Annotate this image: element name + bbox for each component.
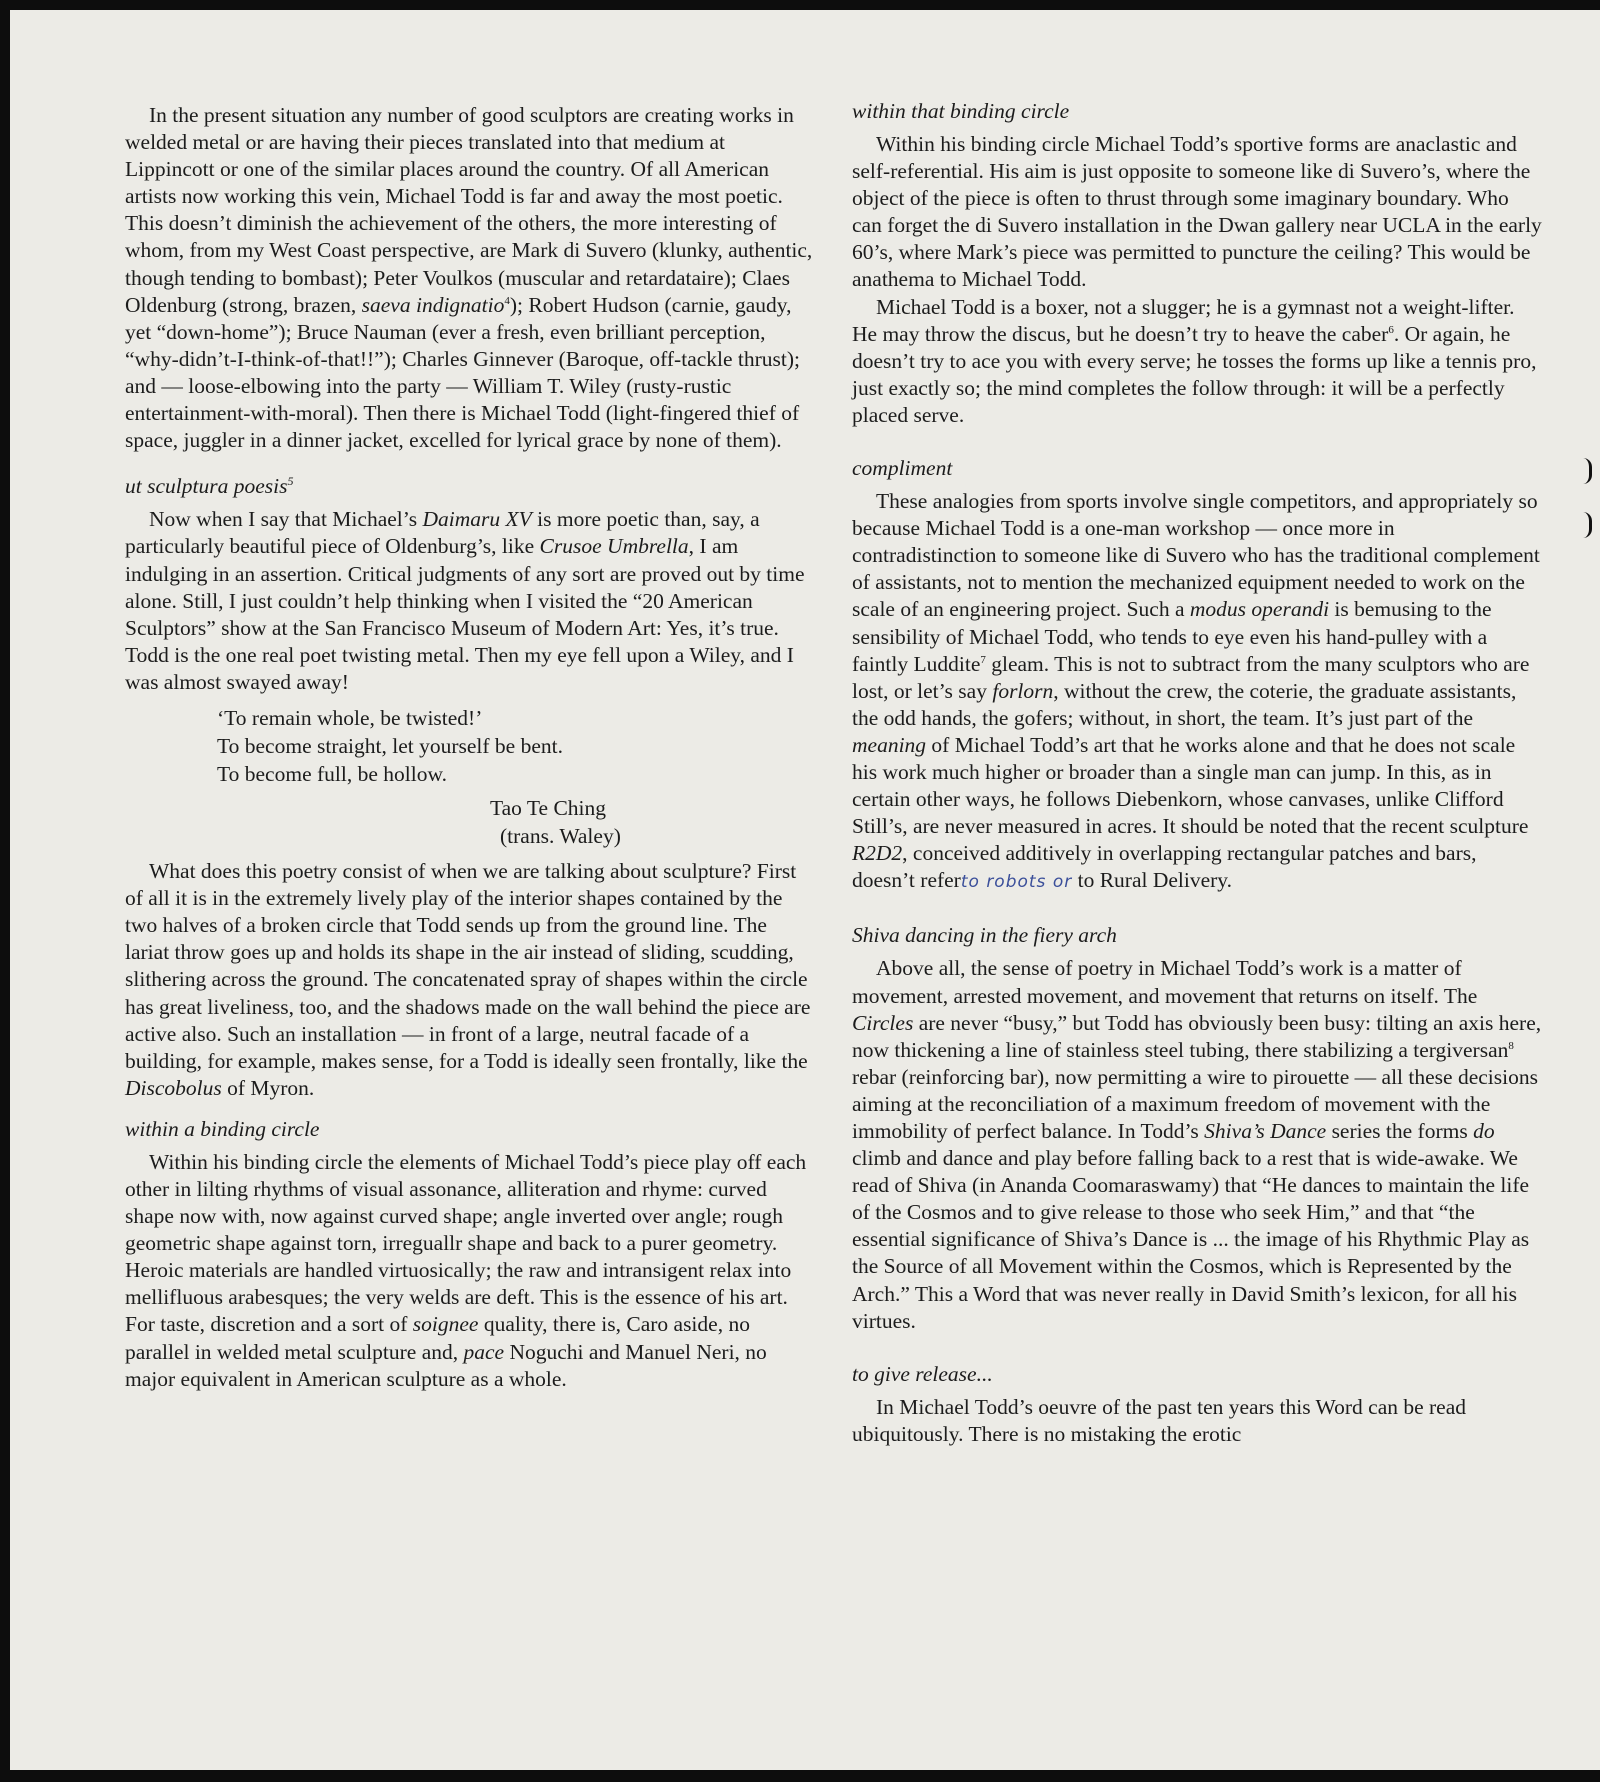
poem-line: ‘To remain whole, be twisted!’ <box>217 706 483 731</box>
footnote-ref: 6 <box>1388 323 1394 336</box>
footnote-ref: 8 <box>1508 1039 1514 1052</box>
section-heading: within that binding circle <box>852 99 1070 123</box>
footnote-ref: 7 <box>980 653 986 666</box>
poem-attribution <box>490 794 815 850</box>
footnote-ref: 5 <box>287 474 294 489</box>
poem-line: To become straight, let yourself be bent. <box>217 734 563 759</box>
paragraph: Within his binding circle Michael Todd’s sportive forms are anaclastic and self-referential. His aim is just opposite to someone like di Suvero’s, where the object of the piece is often to thrust through some imaginary boundary. Who can forget the di Suvero installation in the Dwan gallery near UCLA in the early 60’s, where Mark’s piece was permitted to puncture the ceiling? This would be anathema to Michael Todd. <box>852 132 1542 292</box>
section-heading: compliment <box>852 456 953 481</box>
left-column <box>125 102 815 1393</box>
paragraph: In Michael Todd’s oeuvre of the past ten years this Word can be read ubiquitously. There is no mistaking the erotic <box>852 1394 1467 1446</box>
attribution-author: Tao Te Ching <box>490 796 607 821</box>
paragraph: Now when I say that Michael’s Daimaru XV is more poetic than, say, a particularly beautiful piece of Oldenburg’s, like Crusoe Umbrella, I am indulging in an assertion. Critical judgments of any sort are proved out by time alone. Still, I just couldn’t help thinking when I visited the “20 American Sculptors” show at the San Francisco Museum of Modern Art: Yes, it’s true. Todd is the one real poet twisting metal. Then my eye fell upon a Wiley, and I was almost swayed away! <box>125 507 805 694</box>
binding-edge-mark <box>1583 458 1592 484</box>
section-heading: Shiva dancing in the fiery arch <box>852 923 1117 948</box>
document-page <box>10 10 1600 1770</box>
footnote-ref: 4 <box>504 294 510 307</box>
paragraph: What does this poetry consist of when we are talking about sculpture? First of all it is in the extremely lively play of the interior shapes contained by the two halves of a broken circle that Todd sends up from the ground line. The lariat throw goes up and holds its shape in the air instead of sliding, scudding, slithering across the ground. The concatenated spray of shapes within the circle has great liveliness, too, and the shadows made on the wall behind the piece are active also. Such an installation — in front of a large, neutral facade of a building, for example, makes sense, for a Todd is ideally seen frontally, like the Discobolus of Myron. <box>125 859 811 1100</box>
binding-edge-mark <box>1583 512 1592 538</box>
paragraph: Within his binding circle the elements of Michael Todd’s piece play off each other in lilting rhythms of visual assonance, alliteration and rhyme: curved shape now with, now against curved shape; angle inverted over angle; rough geometric shape against torn, irreguallr shape and back to a purer geometry. Heroic materials are handled virtuosically; the raw and intransigent relax into mellifluous arabesques; the very welds are deft. This is the essence of his art. For taste, discretion and a sort of soignee quality, there is, Caro aside, no parallel in welded metal sculpture and, pace Noguchi and Manuel Neri, no major equivalent in American sculpture as a whole. <box>125 1149 807 1391</box>
paragraph: Michael Todd is a boxer, not a slugger; he is a gymnast not a weight-lifter. He may throw the discus, but he doesn’t try to heave the caber$^6$. Or again, he doesn’t try to ace you with every serve; he tosses the forms up like a tennis pro, just exactly so; the mind completes the follow through: it will be a perfectly placed serve. <box>852 294 1537 427</box>
section-heading: to give release... <box>852 1361 993 1386</box>
paragraph: Above all, the sense of poetry in Michael Todd’s work is a matter of movement, arrested movement, and movement that returns on itself. The Circles are never “busy,” but Todd has obviously been busy: tilting an axis here, now thickening a line of stainless steel tubing, there stabilizing a tergiversan$^8$ rebar (reinforcing bar), now permitting a wire to pirouette — all these decisions aiming at the reconciliation of a maximum freedom of movement with the immobility of perfect balance. In Todd’s Shiva’s Dance series the forms do climb and dance and play before falling back to a rest that is wide-awake. We read of Shiva (in Ananda Coomaraswamy) that “He dances to maintain the life of the Cosmos and to give release to those who seek Him,” and that “the essential significance of Shiva’s Dance is ... the image of his Rhythmic Play as the Source of all Movement within the Cosmos, which is Represented by the Arch.” This a Word that was never really in David Smith’s lexicon, for all his virtues. <box>852 956 1542 1333</box>
section-heading: within a binding circle <box>125 1116 320 1141</box>
right-column <box>852 98 1542 1448</box>
paragraph: These analogies from sports involve single competitors, and appropriately so because Michael Todd is a one-man workshop — once more in contradistinction to someone like di Suvero who has the traditional complement of assistants, not to mention the mechanized equipment needed to work on the scale of an engineering project. Such a modus operandi is bemusing to the sensibility of Michael Todd, who tends to eye even his hand-pulley with a faintly Luddite$^7$ gleam. This is not to subtract from the many sculptors who are lost, or let’s say forlorn, without the crew, the coterie, the graduate assistants, the odd hands, the gofers; without, in short, the team. It’s just part of the meaning of Michael Todd’s art that he works alone and that he does not scale his work much higher or broader than a single man can jump. In this, as in certain other ways, he follows Diebenkorn, whose canvases, unlike Clifford Still’s, are never measured in acres. It should be noted that the recent sculpture R2D2, conceived additively in overlapping rectangular patches and bars, doesn’t referto robots or to Rural Delivery. <box>852 489 1540 893</box>
handwritten-annotation: to robots or <box>960 872 1073 893</box>
poem-line: To become full, be hollow. <box>217 762 447 787</box>
section-heading: ut sculptura poesis$^5$ <box>125 474 294 499</box>
attribution-translator: (trans. Waley) <box>500 824 621 849</box>
poem-quote <box>217 704 815 788</box>
paragraph: In the present situation any number of good sculptors are creating works in welded metal or are having their pieces translated into that medium at Lippincott or one of the similar places around the country. Of all American artists now working this vein, Michael Todd is far and away the most poetic. This doesn’t diminish the achievement of the others, the more interesting of whom, from my West Coast perspective, are Mark di Suvero (klunky, authentic, though tending to bombast); Peter Voulkos (muscular and retardataire); Claes Oldenburg (strong, brazen, saeva indignatio$^4$); Robert Hudson (carnie, gaudy, yet “down-home”); Bruce Nauman (ever a fresh, even brilliant perception, “why-didn’t-I-think-of-that!!”); Charles Ginnever (Baroque, off-tackle thrust); and — loose-elbowing into the party — William T. Wiley (rusty-rustic entertainment-with-moral). Then there is Michael Todd (light-fingered thief of space, juggler in a dinner jacket, excelled for lyrical grace by none of them). <box>125 103 813 453</box>
